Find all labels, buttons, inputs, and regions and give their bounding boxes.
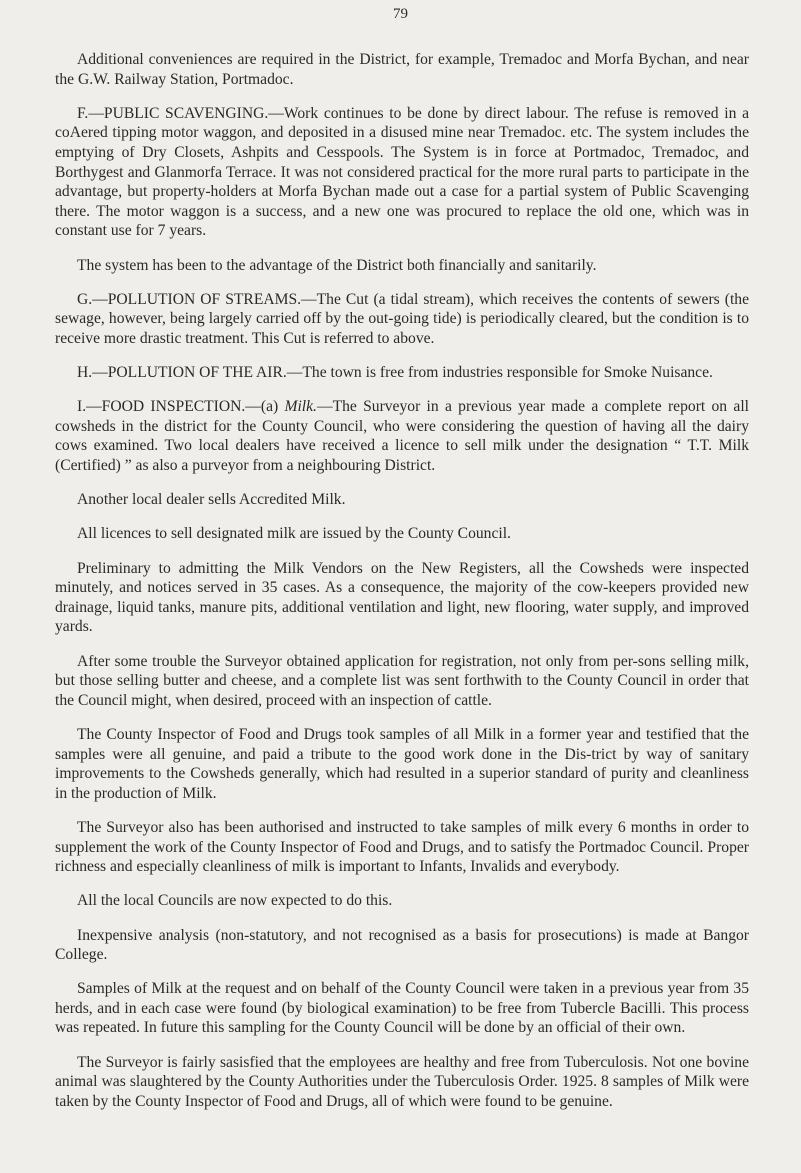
milk-subheading: Milk. bbox=[284, 398, 317, 416]
paragraph-conveniences: Additional conveniences are required in the District, for example, Tremadoc and Morfa Bychan, and near the G.W. Railway Station, Portmadoc. bbox=[55, 51, 749, 88]
paragraph-tubercle-samples: Samples of Milk at the request and on behalf of the County Council were taken in a previous year from 35 herds, and in each case were found (by biological examination) to be free from Tubercle Bacilli. This process was repeated. In future this sampling for the County Council will be done by an official of their own. bbox=[55, 980, 749, 1037]
paragraph-public-scavenging: F.—PUBLIC SCAVENGING.—Work continues to be done by direct labour. The refuse is removed in a coAered tipping motor waggon, and deposited in a disused mine near Tremadoc. etc. The system includes the emptying of Dry Closets, Ashpits and Cesspools. The System is in force at Portmadoc, Tremadoc, and Borthygest and Glanmorfa Terrace. It was not considered practical for the more rural parts to participate in the advantage, but property-holders at Morfa Bychan made out a case for a partial system of Public Scavenging there. The motor waggon is a success, and a new one was procured to replace the old one, which was in constant use for 7 years. bbox=[55, 104, 749, 240]
page-number: 79 bbox=[393, 6, 408, 22]
paragraph-registration: After some trouble the Surveyor obtained application for registration, not only from per-sons selling milk, but those selling butter and cheese, and a complete list was sent forthwith to the County Council in order that the Council might, when desired, proceed with an inspection of cattle. bbox=[55, 652, 749, 709]
paragraph-cowshed-inspection: Preliminary to admitting the Milk Vendors on the New Registers, all the Cowsheds were inspected minutely, and notices served in 35 cases. As a consequence, the majority of the cow-keepers provided new drainage, liquid tanks, manure pits, additional ventilation and light, new flooring, water supply, and improved yards. bbox=[55, 559, 749, 636]
paragraph-employees-health: The Surveyor is fairly sasisfied that the employees are healthy and free from Tuberculosis. Not one bovine animal was slaughtered by the County Authorities under the Tuberculosis Order. 1925. 8 samples of Milk were taken by the County Inspector of Food and Drugs, all of which were found to be genuine. bbox=[55, 1053, 749, 1110]
paragraph-scavenging-advantage: The system has been to the advantage of the District both financially and sanitarily. bbox=[77, 256, 597, 274]
paragraph-local-councils: All the local Councils are now expected to do this. bbox=[77, 892, 393, 910]
food-inspection-heading: I.—FOOD INSPECTION.—(a) bbox=[77, 398, 285, 416]
paragraph-food-inspection bbox=[55, 397, 749, 475]
paragraph-county-inspector: The County Inspector of Food and Drugs took samples of all Milk in a former year and testified that the samples were all genuine, and paid a tribute to the good work done in the Dis-trict by way of sanitary improvements to the Cowsheds generally, which had resulted in a superior standard of purity and cleanliness in the production of Milk. bbox=[55, 725, 749, 802]
body-text bbox=[55, 50, 749, 1111]
paragraph-pollution-of-streams: G.—POLLUTION OF STREAMS.—The Cut (a tidal stream), which receives the contents of sewers (the sewage, however, being largely carried off by the out-going tide) is periodically cleared, but the condition is to receive more drastic treatment. This Cut is referred to above. bbox=[55, 290, 749, 347]
paragraph-pollution-of-air: H.—POLLUTION OF THE AIR.—The town is free from industries responsible for Smoke Nuisance. bbox=[77, 364, 713, 382]
paragraph-analysis: Inexpensive analysis (non-statutory, and not recognised as a basis for prosecutions) is made at Bangor College. bbox=[55, 926, 749, 964]
food-inspection-text: —The Surveyor in a previous year made a complete report on all cowsheds in the district for the County Council, who were considering the question of having all the dairy cows examined. Two local dealers have received a licence to sell milk under the designation “ T.T. Milk (Certified) ” as also a purveyor from a neighbouring District. bbox=[55, 398, 749, 475]
paragraph-accredited-milk: Another local dealer sells Accredited Milk. bbox=[77, 491, 346, 509]
paragraph-licences: All licences to sell designated milk are issued by the County Council. bbox=[77, 525, 511, 543]
paragraph-milk-samples: The Surveyor also has been authorised and instructed to take samples of milk every 6 months in order to supplement the work of the County Inspector of Food and Drugs, and to satisfy the Portmadoc Council. Proper richness and especially cleanliness of milk is important to Infants, Invalids and everybody. bbox=[55, 818, 749, 876]
